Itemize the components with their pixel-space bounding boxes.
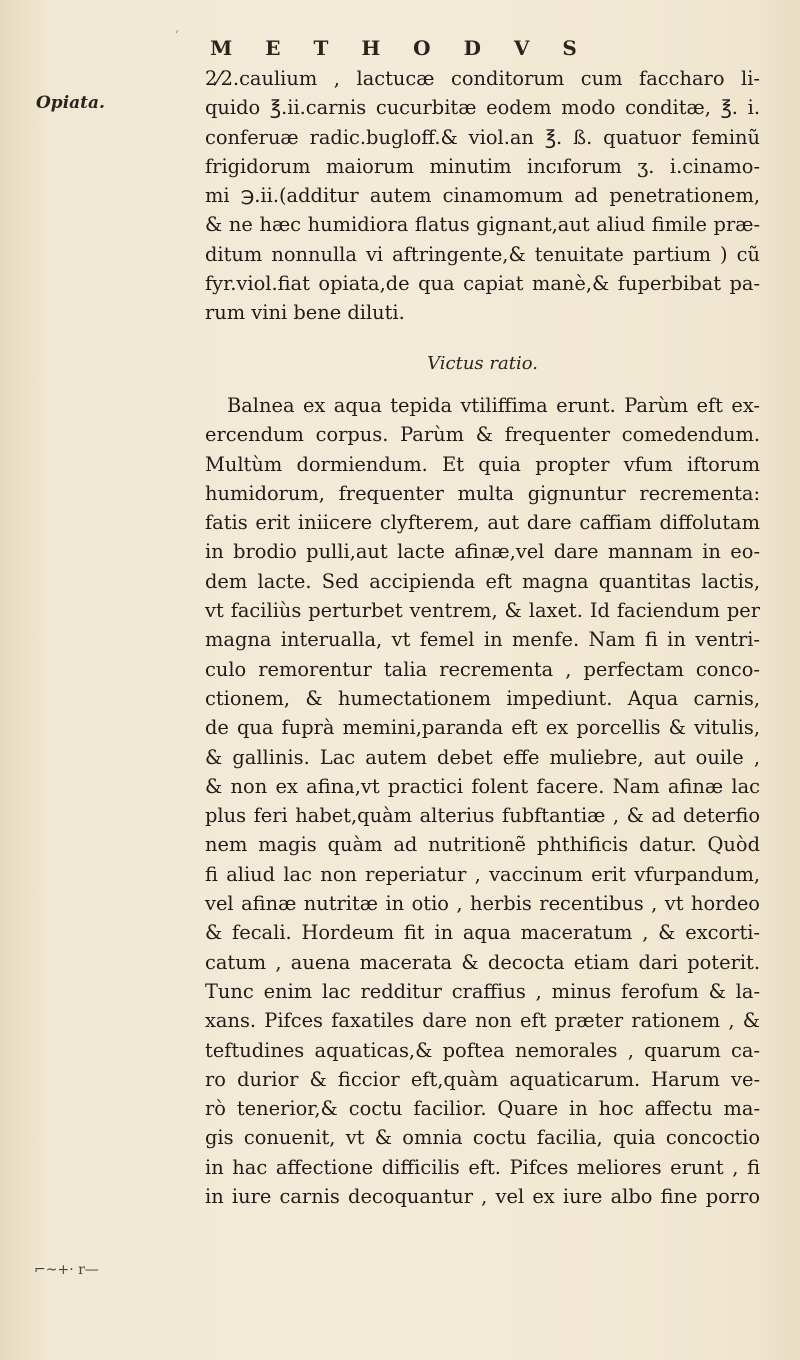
text-line: rò tenerior,& coctu facilior. Quare in hoc affectu ma- — [205, 1097, 760, 1121]
text-line: teftudines aquaticas,& poftea nemorales , quarum ca- — [205, 1038, 760, 1062]
text-line: nem magis quàm ad nutritionẽ phthificis datur. Quòd — [205, 833, 760, 857]
text-line: fyr.viol.fiat opiata,de qua capiat manè,& fuperbibat pa- — [205, 272, 760, 296]
text-line: magna interualla, vt femel in menfe. Nam fi in ventri- — [205, 628, 760, 652]
text-line: in iure carnis decoquantur , vel ex iure albo fine porro — [205, 1185, 760, 1209]
text-line: in brodio pulli,aut lacte afinæ,vel dare mannam in eo- — [205, 540, 760, 564]
text-line: quido ℥.ii.carnis cucurbitæ eodem modo conditæ, ℥. i. — [205, 96, 760, 120]
paragraph-victus — [205, 391, 760, 1211]
text-line: ro durior & ficcior eft,quàm aquaticarum. Harum ve- — [205, 1067, 760, 1091]
text-line: fatis erit iniicere clyfterem, aut dare caffiam diffolutam — [205, 511, 760, 535]
text-line: ercendum corpus. Parùm & frequenter comedendum. — [205, 423, 760, 447]
text-line: & ne hæc humidiora flatus gignant,aut aliud fimile præ- — [205, 213, 760, 237]
text-line: dem lacte. Sed accipienda eft magna quantitas lactis, — [205, 569, 760, 593]
text-line: catum , auena macerata & decocta etiam dari poterit. — [205, 950, 760, 974]
margin-note: Opiata. — [36, 93, 105, 113]
section-subheading: Victus ratio. — [427, 353, 538, 374]
text-line: de qua fuprà memini,paranda eft ex porcellis & vitulis, — [205, 716, 760, 740]
text-line: conferuæ radic.bugloff.& viol.an ℥. ß. quatuor feminũ — [205, 125, 760, 149]
text-line: & gallinis. Lac autem debet effe muliebre, aut ouile , — [205, 745, 760, 769]
text-line: Tunc enim lac redditur craffius , minus ferofum & la- — [205, 979, 760, 1003]
paragraph-recipe — [205, 64, 760, 328]
text-line: & non ex afina,vt practici folent facere. Nam afinæ lac — [205, 774, 760, 798]
running-header: M E T H O D V S — [210, 36, 590, 60]
text-line: ditum nonnulla vi aftringente,& tenuitate partium ) cũ — [205, 242, 760, 266]
text-line: ctionem, & humectationem impediunt. Aqua carnis, — [205, 686, 760, 710]
text-line: culo remorentur talia recrementa , perfectam conco- — [205, 657, 760, 681]
text-line: & fecali. Hordeum fit in aqua maceratum , & excorti- — [205, 921, 760, 945]
page-corner-mark: ʼ — [175, 30, 179, 41]
text-line: rum vini bene diluti. — [205, 301, 405, 325]
text-line: in hac affectione difficilis eft. Pifces meliores erunt , fi — [205, 1155, 760, 1179]
text-line: frigidorum maiorum minutim incıforum ʒ. i.cinamo- — [205, 154, 760, 178]
text-line: mi ℈.ii.(additur autem cinamomum ad penetrationem, — [205, 184, 760, 208]
text-line: 2⁄2.caulium , lactucæ conditorum cum faccharo li- — [205, 67, 760, 90]
text-line: vel afinæ nutritæ in otio , herbis recentibus , vt hordeo — [205, 892, 760, 916]
text-line: fi aliud lac non reperiatur , vaccinum erit vfurpandum, — [205, 862, 760, 886]
text-line: xans. Pifces faxatiles dare non eft præter rationem , & — [205, 1009, 760, 1033]
text-line: Balnea ex aqua tepida vtiliffima erunt. Parùm eft ex- — [227, 394, 760, 417]
text-line: humidorum, frequenter multa gignuntur recrementa: — [205, 481, 760, 505]
text-line: Multùm dormiendum. Et quia propter vfum iftorum — [205, 452, 760, 476]
text-line: plus feri habet,quàm alterius fubftantiæ , & ad deterfio — [205, 804, 760, 828]
text-line: vt faciliùs perturbet ventrem, & laxet. Id faciendum per — [205, 599, 760, 623]
stray-ink-mark: ⌐~+· r— — [34, 1262, 99, 1278]
text-line: gis conuenit, vt & omnia coctu facilia, quia concoctio — [205, 1126, 760, 1150]
